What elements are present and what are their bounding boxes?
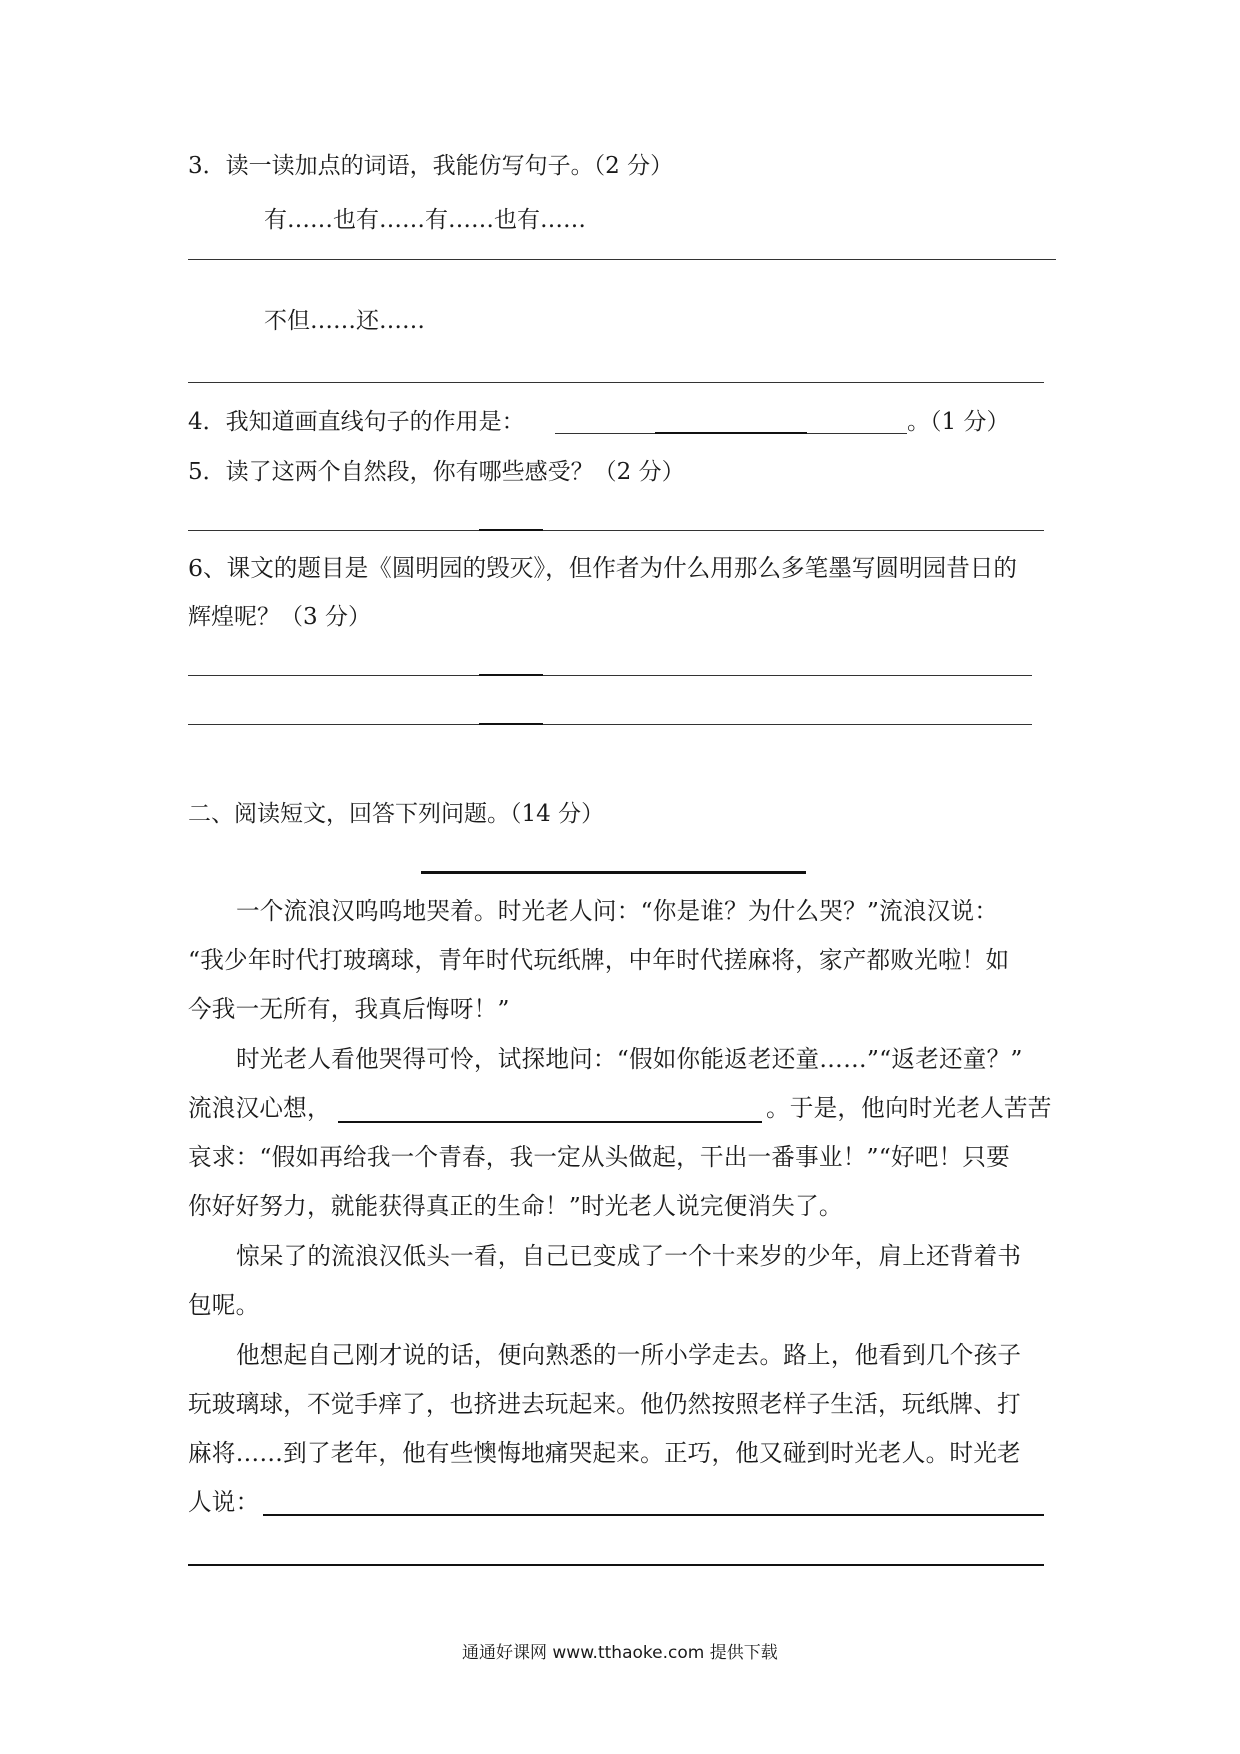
passage-p3-line-2: 包呢。 — [188, 1291, 260, 1319]
passage-title-blank[interactable] — [421, 871, 806, 874]
passage-p1-line-3: 今我一无所有，我真后悔呀！” — [188, 995, 510, 1023]
q4-suffix: 。（1 分） — [907, 409, 1010, 435]
q5-prompt: 5．读了这两个自然段，你有哪些感受？（2 分） — [188, 459, 685, 485]
section-2-heading: 二、阅读短文，回答下列问题。（14 分） — [188, 801, 605, 827]
passage-blank-1[interactable] — [338, 1121, 762, 1123]
q6-prompt-line-2: 辉煌呢？（3 分） — [188, 604, 371, 630]
q4-answer-line-c[interactable] — [807, 433, 907, 434]
q3-prompt: 3．读一读加点的词语，我能仿写句子。（2 分） — [188, 153, 674, 179]
footer-credit: 通通好课网 www.tthaoke.com 提供下载 — [462, 1643, 778, 1663]
passage-blank-2[interactable] — [263, 1514, 1044, 1516]
q3-answer-line-2[interactable] — [188, 382, 1044, 383]
q5-answer-line[interactable] — [188, 530, 1044, 531]
q3-answer-line-1[interactable] — [188, 259, 1056, 260]
q6-answer-line-1[interactable] — [188, 675, 1032, 676]
q5-answer-line-mark — [479, 529, 543, 531]
passage-p2-line-3: 哀求：“假如再给我一个青春，我一定从头做起，干出一番事业！”“好吧！只要 — [188, 1143, 1010, 1171]
q6-answer-line-1-mark — [479, 674, 543, 676]
passage-blank-3[interactable] — [188, 1564, 1044, 1566]
passage-p3-line-1: 惊呆了的流浪汉低头一看，自己已变成了一个十来岁的少年，肩上还背着书 — [236, 1242, 1022, 1270]
q3-pattern-1: 有……也有……有……也有…… — [264, 207, 586, 233]
passage-p4-line-3: 麻将……到了老年，他有些懊悔地痛哭起来。正巧，他又碰到时光老人。时光老 — [188, 1439, 1021, 1467]
passage-p4-line-1: 他想起自己刚才说的话，便向熟悉的一所小学走去。路上，他看到几个孩子 — [236, 1341, 1022, 1369]
q6-answer-line-2[interactable] — [188, 724, 1032, 725]
q6-prompt-line-1: 6、课文的题目是《圆明园的毁灭》，但作者为什么用那么多笔墨写圆明园昔日的 — [188, 554, 1017, 582]
passage-p4-line-2: 玩玻璃球，不觉手痒了，也挤进去玩起来。他仍然按照老样子生活，玩纸牌、打 — [188, 1390, 1021, 1418]
passage-p2-line-2a: 流浪汉心想， — [188, 1094, 331, 1122]
passage-p2-line-4: 你好好努力，就能获得真正的生命！”时光老人说完便消失了。 — [188, 1192, 843, 1220]
q3-pattern-2: 不但……还…… — [264, 308, 425, 334]
q4-answer-line-b[interactable] — [655, 432, 807, 434]
q6-answer-line-2-mark — [479, 723, 543, 725]
passage-p2-line-1: 时光老人看他哭得可怜，试探地问：“假如你能返老还童……”“返老还童？” — [236, 1045, 1023, 1073]
q4-prompt: 4．我知道画直线句子的作用是： — [188, 409, 525, 435]
passage-p4-line-4: 人说： — [188, 1488, 260, 1516]
passage-p2-line-2b: 。于是，他向时光老人苦苦 — [766, 1094, 1052, 1122]
q4-answer-line-a[interactable] — [555, 433, 655, 434]
passage-p1-line-1: 一个流浪汉呜呜地哭着。时光老人问：“你是谁？为什么哭？”流浪汉说： — [236, 897, 999, 925]
passage-p1-line-2: “我少年时代打玻璃球，青年时代玩纸牌，中年时代搓麻将，家产都败光啦！如 — [188, 946, 1010, 974]
